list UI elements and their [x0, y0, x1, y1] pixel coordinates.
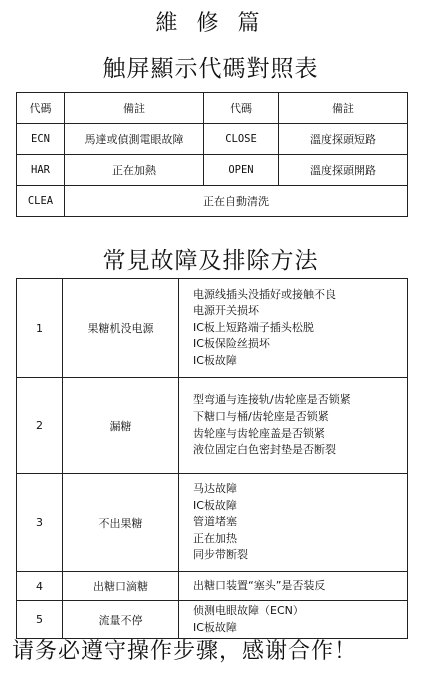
cause-item: IC板保险丝损坏 [193, 337, 270, 351]
cause-item: 侦测电眼故障（ECN） [193, 604, 304, 617]
row-number: 4 [17, 572, 63, 601]
cause-item: 马达故障 [193, 482, 237, 496]
footer-notice: 请务必遵守操作步骤，感谢合作！ [12, 639, 358, 664]
table-row [17, 155, 408, 186]
code-cell: ECN [17, 124, 65, 155]
symptom-cell: 流量不停 [63, 601, 179, 639]
cause-item: IC板上短路端子插头松脱 [193, 320, 314, 334]
table-row [17, 474, 408, 572]
row-number: 3 [17, 474, 63, 572]
table-row [17, 572, 408, 601]
header-code: 代碼 [17, 93, 65, 124]
table-row [17, 124, 408, 155]
table-row [17, 279, 408, 378]
causes-cell [179, 601, 408, 639]
cause-item: 电源线插头没插好或接触不良 [193, 287, 336, 301]
cause-item: 管道堵塞 [193, 515, 237, 529]
cause-item: 正在加热 [193, 531, 237, 545]
code-cell: OPEN [204, 155, 279, 186]
cause-item: 齿轮座与齿轮座盖是否锁紧 [193, 426, 325, 440]
symptom-cell: 漏糖 [63, 378, 179, 474]
cause-item: 下糖口与桶/齿轮座是否锁紧 [193, 409, 329, 423]
section-title: 維 修 篇 [155, 11, 266, 36]
causes-cell [179, 378, 408, 474]
cause-item: IC板故障 [193, 498, 237, 512]
fault-table-title: 常見故障及排除方法 [102, 248, 319, 274]
symptom-cell: 果糖机没电源 [63, 279, 179, 378]
cause-item: 液位固定白色密封垫是否断裂 [193, 443, 336, 457]
causes-cell [179, 279, 408, 378]
symptom-cell: 出糖口滴糖 [63, 572, 179, 601]
cause-item: IC板故障 [193, 620, 237, 634]
cause-item: 出糖口装置“塞头”是否装反 [193, 578, 326, 592]
row-number: 5 [17, 601, 63, 639]
note-cell: 馬達或偵測電眼故障 [65, 124, 204, 155]
causes-cell [179, 474, 408, 572]
code-reference-table [16, 92, 408, 217]
causes-cell [179, 572, 408, 601]
code-table-header-row [17, 93, 408, 124]
troubleshooting-table [16, 278, 408, 639]
header-code: 代碼 [204, 93, 279, 124]
table-row [17, 186, 408, 217]
table-row [17, 601, 408, 639]
header-note: 備註 [279, 93, 408, 124]
cause-item: 型弯通与连接轨/齿轮座是否锁紧 [193, 393, 351, 407]
symptom-cell: 不出果糖 [63, 474, 179, 572]
cause-item: IC板故障 [193, 353, 237, 367]
code-table-title: 触屏顯示代碼對照表 [102, 56, 319, 82]
cause-item: 电源开关损坏 [193, 304, 259, 318]
note-cell: 正在加熱 [65, 155, 204, 186]
note-cell: 正在自動清洗 [65, 186, 408, 217]
code-cell: HAR [17, 155, 65, 186]
code-cell: CLEA [17, 186, 65, 217]
table-row [17, 378, 408, 474]
header-note: 備註 [65, 93, 204, 124]
note-cell: 溫度探頭開路 [279, 155, 408, 186]
row-number: 1 [17, 279, 63, 378]
note-cell: 溫度探頭短路 [279, 124, 408, 155]
cause-item: 同步带断裂 [193, 548, 248, 562]
row-number: 2 [17, 378, 63, 474]
code-cell: CLOSE [204, 124, 279, 155]
